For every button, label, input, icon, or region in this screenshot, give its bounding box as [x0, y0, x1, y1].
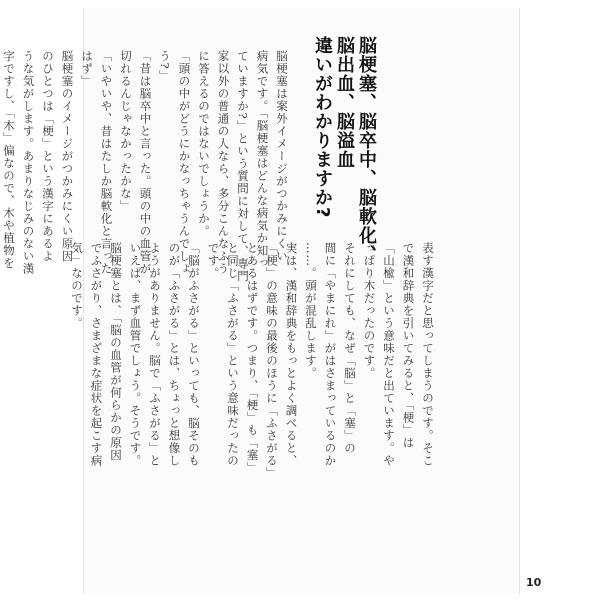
page-number: 10 [526, 576, 542, 589]
body-text-upper: 脳梗塞は案外イメージがつかみにくい 病気です。「脳梗塞はどんな病気か知っ ていますか?」という質問に対して、専門 家以外の普通の人なら、多分こんなふう に答えるのではないでしょうか。 「頭の中がどうにかなっちゃうんでしょ う?」 「昔は脳卒中と言った。頭の中の血管が 切れるんじゃなかったかな」 「いやいや、昔はたしか脳軟化と言った はず」 脳梗塞のイメージがつかみにくい原因 のひとつは「梗」という漢字にあるよ うな気がします。あまりなじみのない漢 字ですし、「木」偏なので、木や植物を [2, 50, 289, 283]
section-heading: 脳梗塞、脳卒中、脳軟化、 脳出血、脳溢血 違いがわかりますか? [312, 36, 377, 264]
book-page [2, 8, 542, 594]
body-text-lower: 表す漢字だと思ってしまうのです。そこ で漢和辞典を引いてみると、「梗」は 「山楡」という意味だと出ています。や っぱり木だったのです。 それにしても、なぜ「脳」と「塞」の 間に「やまにれ」がはさまっているのか ……。頭が混乱します。 実は、漢和辞典をもっとよく調べると、 「梗」の意味の最後のほうに「ふさがる」 とあるはずです。つまり、「梗」も「塞」 と同じ「ふさがる」という意味だったの です。 「脳がふさがる」といっても、脳そのも のが「ふさがる」とは、ちょっと想像し ようがありません。脳で「ふさがる」と いえば、まず血管でしょう。そうです。 脳梗塞とは、「脳の血管が何らかの原因 でふさがり、さまざまな症状を起こす病 気」なのです。 [70, 242, 435, 480]
